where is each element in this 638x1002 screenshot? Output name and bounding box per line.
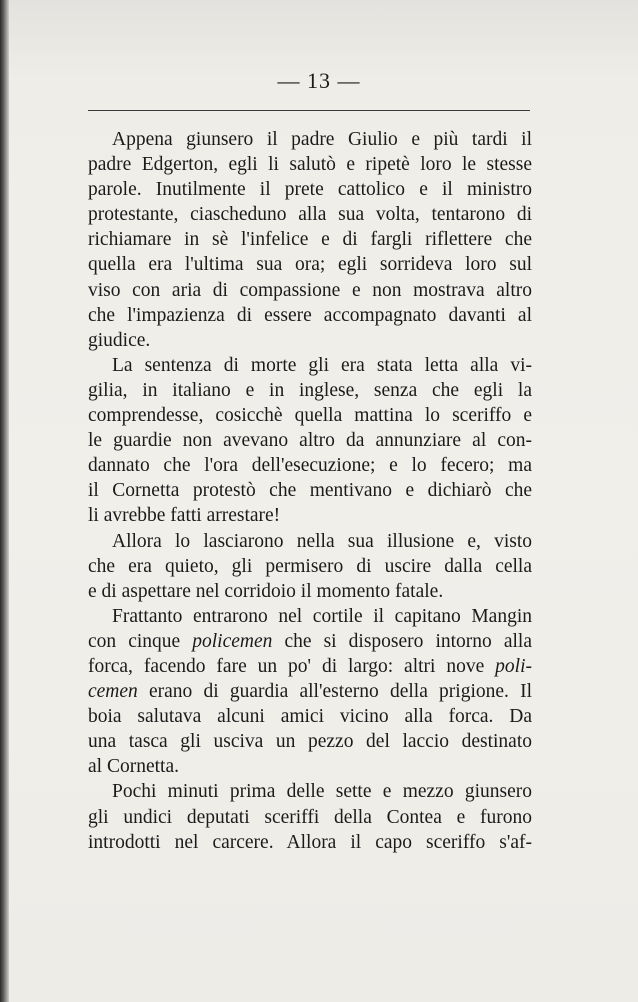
text-line: cemen erano di guardia all'esterno della prigione. Il bbox=[88, 681, 532, 703]
italic-word: policemen bbox=[192, 630, 273, 652]
text-line: dannato che l'ora dell'esecuzione; e lo fecero; ma bbox=[88, 455, 532, 477]
text-line: che era quieto, gli permisero di uscire dalla cella bbox=[88, 555, 532, 577]
text-line: comprendesse, cosicchè quella mattina lo sceriffo e bbox=[88, 405, 532, 427]
body-text bbox=[88, 127, 532, 855]
text-line: una tasca gli usciva un pezzo del laccio destinato bbox=[88, 731, 532, 753]
text-line: con cinque policemen che si disposero intorno alla bbox=[88, 630, 532, 652]
text-line: li avrebbe fatti arrestare! bbox=[88, 505, 281, 527]
text-line: introdotti nel carcere. Allora il capo sceriffo s'af- bbox=[88, 831, 532, 853]
text-line: forca, facendo fare un po' di largo: altri nove poli- bbox=[88, 655, 532, 677]
page-number-header: — 13 — bbox=[277, 68, 361, 93]
text-line: Allora lo lasciarono nella sua illusione e, visto bbox=[112, 530, 532, 552]
text-line: La sentenza di morte gli era stata letta alla vi- bbox=[112, 354, 532, 376]
text-line: parole. Inutilmente il prete cattolico e il ministro bbox=[88, 179, 532, 201]
text-line: al Cornetta. bbox=[88, 756, 179, 778]
text-line: viso con aria di compassione e non mostrava altro bbox=[88, 279, 532, 301]
text-line: giudice. bbox=[88, 329, 151, 351]
text-line: Appena giunsero il padre Giulio e più tardi il bbox=[112, 129, 532, 150]
text-line: che l'impazienza di essere accompagnato davanti al bbox=[88, 304, 532, 326]
text-line: richiamare in sè l'infelice e di fargli riflettere che bbox=[88, 229, 532, 251]
italic-word: poli- bbox=[495, 655, 532, 677]
text-line: gli undici deputati sceriffi della Contea e furono bbox=[88, 806, 532, 828]
text-line: le guardie non avevano altro da annunziare al con- bbox=[88, 430, 532, 452]
text-line: e di aspettare nel corridoio il momento fatale. bbox=[88, 580, 444, 602]
header-rule bbox=[88, 110, 530, 111]
text-line: padre Edgerton, egli li salutò e ripetè loro le stesse bbox=[88, 154, 532, 176]
text-line: gilia, in italiano e in inglese, senza che egli la bbox=[88, 379, 532, 401]
text-line: protestante, ciascheduno alla sua volta, tentarono di bbox=[88, 204, 532, 226]
text-line: boia salutava alcuni amici vicino alla forca. Da bbox=[88, 706, 532, 728]
italic-word: cemen bbox=[88, 681, 138, 703]
page-binding-edge bbox=[0, 0, 9, 1002]
text-line: quella era l'ultima sua ora; egli sorrideva loro sul bbox=[88, 254, 532, 276]
text-line: Pochi minuti prima delle sette e mezzo giunsero bbox=[112, 781, 532, 803]
text-line: Frattanto entrarono nel cortile il capitano Mangin bbox=[112, 605, 532, 627]
text-line: il Cornetta protestò che mentivano e dichiarò che bbox=[88, 480, 532, 502]
